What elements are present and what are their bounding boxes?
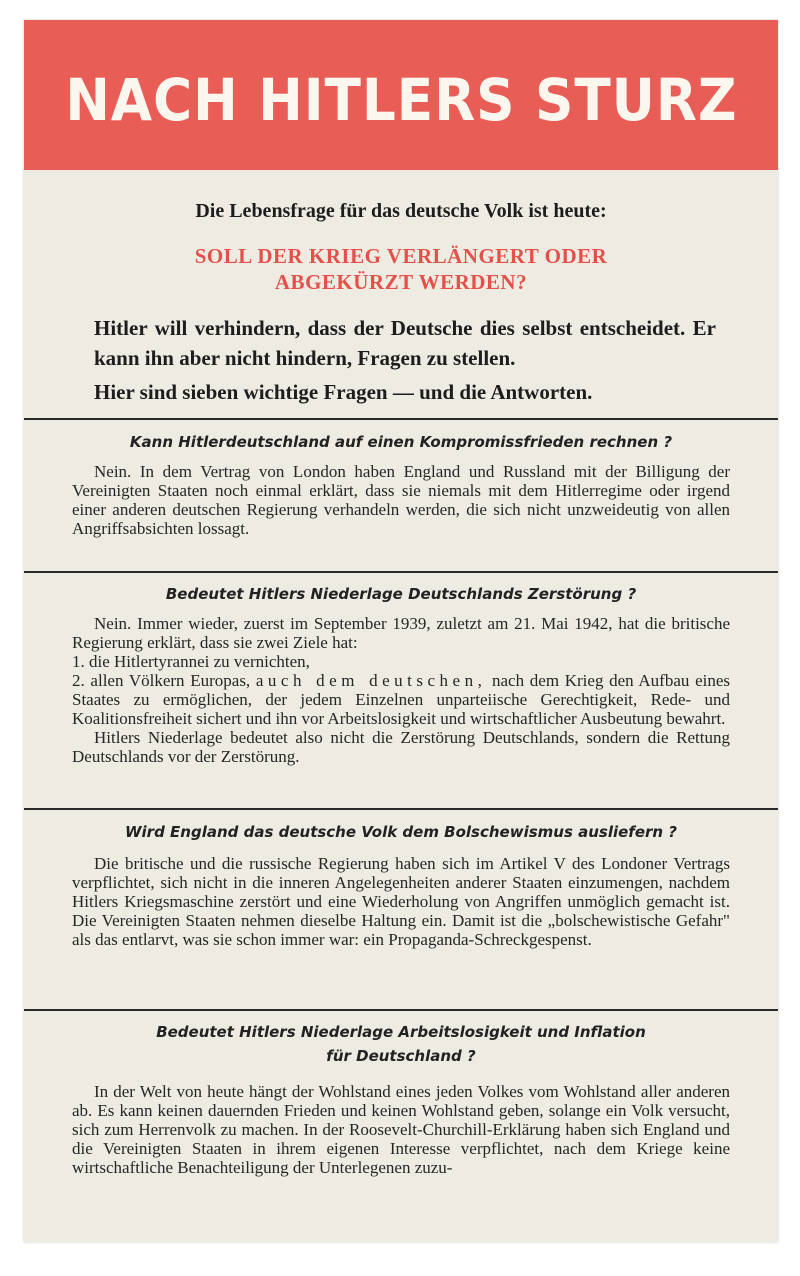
divider bbox=[24, 808, 778, 810]
divider bbox=[24, 1009, 778, 1011]
intro-headline-line1: SOLL DER KRIEG VERLÄNGERT ODER bbox=[194, 244, 608, 268]
section-heading bbox=[24, 1020, 778, 1068]
section-body bbox=[24, 614, 778, 766]
section-paragraph: Nein. Immer wieder, zuerst im September 1939, zuletzt am 21. Mai 1942, hat die britische Regierung erklärt, dass sie zwei Ziele hat: bbox=[72, 614, 730, 652]
emphasis-text: auch dem deutschen, bbox=[255, 671, 487, 690]
section-paragraph: Die britische und die russische Regierung haben sich im Artikel V des Londoner Vertrags verpflichtet, sich nicht in die inneren Angelegenheiten anderer Staaten einzumengen, nachdem Hitlers Kriegsmaschine zerstört und eine Wiederholung von Angriffen unmöglich gemacht ist. Die Vereinigten Staaten nehmen dieselbe Haltung ein. Damit ist die „bolschewistische Gefahr" als das entlarvt, was sie schon immer war: ein Propaganda-Schreckgespenst. bbox=[72, 854, 730, 949]
list-item: 1. die Hitlertyrannei zu vernichten, bbox=[72, 652, 310, 671]
question-section-1 bbox=[24, 430, 778, 538]
intro-headline-line2: ABGEKÜRZT WERDEN? bbox=[274, 270, 528, 294]
leaflet-title: NACH HITLERS STURZ bbox=[64, 66, 738, 134]
list-item bbox=[72, 671, 730, 728]
list-item-text: nach dem Krieg den Aufbau eines Staates zu ermöglichen, der jedem Einzelnen unparteiische Gerechtigkeit, Rede- und Koalitionsfreiheit sichert und ihn vor Arbeitslosigkeit und wirtschaftlicher Ausbeutung bewahrt. bbox=[72, 671, 731, 728]
section-body bbox=[24, 1082, 778, 1177]
question-section-3 bbox=[24, 820, 778, 949]
intro-paragraph-text: Hitler will verhindern, dass der Deutsche dies selbst entscheidet. Er kann ihn aber nicht hindern, Fragen zu stellen. bbox=[94, 316, 716, 370]
intro-paragraph-last: Hier sind sieben wichtige Fragen — und die Antworten. bbox=[94, 380, 593, 404]
divider bbox=[24, 418, 778, 420]
question-section-2 bbox=[24, 582, 778, 766]
section-heading-line1: Bedeutet Hitlers Niederlage Arbeitslosigkeit und Inflation bbox=[156, 1023, 646, 1041]
section-heading: Bedeutet Hitlers Niederlage Deutschlands Zerstörung ? bbox=[165, 585, 637, 603]
intro-headline bbox=[24, 243, 778, 295]
intro-question: Die Lebensfrage für das deutsche Volk ist heute: bbox=[195, 200, 607, 222]
section-heading-line2: für Deutschland ? bbox=[326, 1047, 476, 1065]
divider bbox=[24, 571, 778, 573]
leaflet bbox=[24, 20, 778, 1242]
section-heading: Wird England das deutsche Volk dem Bolschewismus ausliefern ? bbox=[124, 823, 678, 841]
section-paragraph: In der Welt von heute hängt der Wohlstand eines jeden Volkes vom Wohlstand aller anderen ab. Es kann keinen dauernden Frieden und keinen Wohlstand geben, solange ein Volk versucht, sich zum Herrenvolk zu machen. In der Roosevelt-Churchill-Erklärung haben sich England und die Vereinigten Staaten in ihrem eigenen Interesse verpflichtet, nach dem Kriege keine wirtschaftliche Benachteiligung der Unterlegenen zuzu- bbox=[72, 1082, 730, 1177]
intro bbox=[24, 200, 778, 407]
section-heading: Kann Hitlerdeutschland auf einen Kompromissfrieden rechnen ? bbox=[129, 433, 673, 451]
section-body bbox=[24, 854, 778, 949]
section-paragraph: Nein. In dem Vertrag von London haben England und Russland mit der Billigung der Vereinigten Staaten noch einmal erklärt, dass sie niemals mit dem Hitlerregime oder irgend einer anderen deutschen Regierung verhandeln werden, die sich nicht unzweideutig von allen Angriffsabsichten lossagt. bbox=[72, 462, 730, 538]
title-banner bbox=[24, 20, 778, 170]
list-item-text: 2. allen Völkern Europas, bbox=[72, 671, 251, 690]
section-body bbox=[24, 462, 778, 538]
question-section-4 bbox=[24, 1020, 778, 1177]
section-paragraph: Hitlers Niederlage bedeutet also nicht die Zerstörung Deutschlands, sondern die Rettung Deutschlands vor der Zerstörung. bbox=[72, 728, 730, 766]
intro-paragraph bbox=[24, 313, 778, 407]
